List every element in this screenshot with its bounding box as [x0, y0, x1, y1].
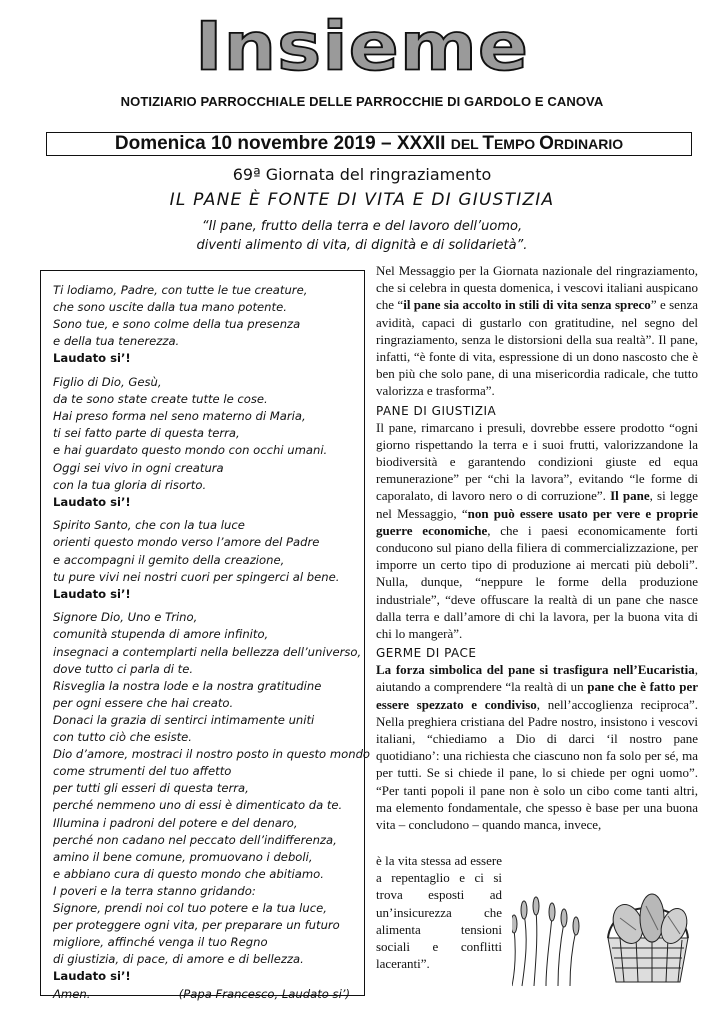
- newsletter-logo: Insieme: [194, 8, 530, 86]
- prayer-line: Figlio di Dio, Gesù,: [53, 375, 162, 389]
- prayer-line: di giustizia, di pace, di amore e di bellezza.: [53, 952, 304, 967]
- quote-line: diventi alimento di vita, di dignità e di solidarietà”.: [196, 238, 528, 253]
- article-paragraph: La forza simbolica del pane si trasfigura nell’Eucaristia, aiutando a comprendere “la realtà di un pane che è fatto per essere spezzato e condiviso, nell’accoglienza reciproca”. Nella preghiera cristiana del Padre nostro, insistono i vescovi italiani, “chiediamo a Dio di darci ‘il nostro pane quotidiano’: una richiesta che ciascuno non fa solo per sé, ma per tutti. Se si chiede il pane, lo si chiede per ogni uomo”. “Per tanti popoli il pane non è solo un cibo come tanti altri, ma elemento fondamentale, che spesso è base per una buona vita – concludono – quando manca, invece,: [376, 662, 699, 833]
- main-title: IL PANE È FONTE DI VITA E DI GIUSTIZIA: [169, 190, 555, 210]
- prayer-line: perché non cadano nel peccato dell’indifferenza,: [53, 832, 337, 847]
- prayer-line: Hai preso forma nel seno materno di Maria,: [53, 409, 306, 424]
- prayer-line: Signore, prendi noi col tuo potere e la tua luce,: [53, 901, 327, 915]
- prayer-line: tu pure vivi nei nostri cuori per spingerci al bene.: [53, 569, 340, 584]
- date-small-caps: DEL TEMPO ORDINARIO: [450, 133, 624, 154]
- prayer-line: dove tutto ci parla di te.: [53, 661, 194, 676]
- article-column: [376, 262, 698, 833]
- prayer-refrain: Laudato si’!: [53, 969, 131, 984]
- quote-line: “Il pane, frutto della terra e del lavoro dell’uomo,: [201, 219, 523, 234]
- prayer-line: per proteggere ogni vita, per preparare un futuro: [53, 918, 340, 933]
- newsletter-subtitle: NOTIZIARIO PARROCCHIALE DELLE PARROCCHIE DI GARDOLO E CANOVA: [120, 94, 604, 109]
- prayer-line: perché nemmeno uno di essi è dimenticato da te.: [53, 798, 343, 813]
- article-paragraph: Nel Messaggio per la Giornata nazionale del ringraziamento, che si celebra in questa domenica, i vescovi italiani auspicano che “il pane sia accolto in stili di vita senza spreco” e senza avidità, capaci di gustarlo con gratitudine, nel segno del ringraziamento, senza le distorsioni della sua realtà”. Il pane, infatti, “è fonte di vita, espressione di un dono nascosto che è ben più che solo pane, di una misericordia radicale, che tutto valorizza e trasforma”.: [376, 263, 698, 399]
- date-main: Domenica 10 novembre 2019 – XXXII: [114, 133, 446, 154]
- article-tail-paragraph: è la vita stessa ad essere a repentaglio e ci si trova esposti ad un’insicurezza che alimenta tensioni sociali e conflitti laceranti”.: [376, 853, 502, 972]
- prayer-line: Illumina i padroni del potere e del denaro,: [53, 815, 298, 830]
- masthead: [0, 8, 724, 88]
- prayer-refrain: Laudato si’!: [53, 351, 131, 366]
- section-heading: PANE DI GIUSTIZIA: [376, 403, 497, 418]
- prayer-line: da te sono state create tutte le cose.: [53, 392, 268, 407]
- prayer-line: e abbiano cura di questo mondo che abitiamo.: [53, 866, 324, 881]
- bread-basket-illustration: [512, 858, 698, 988]
- prayer-line: migliore, affinché venga il tuo Regno: [53, 935, 268, 950]
- prayer-line: per ogni essere che hai creato.: [53, 695, 234, 710]
- prayer-line: Signore Dio, Uno e Trino,: [53, 610, 198, 625]
- prayer-line: e hai guardato questo mondo con occhi umani.: [53, 443, 328, 458]
- article-paragraph: Il pane, rimarcano i presuli, dovrebbe essere prodotto “ogni giorno rispettando la terra e i suoi frutti, valorizzandone la biodiversità e garantendo condizioni giuste ed equa remunerazione” per “chi la lavora”, evitando “le forme di caporalato, di lavoro nero o di corruzione”. Il pane, si legge nel Messaggio, “non può essere usato per vere e proprie guerre economiche, che i paesi economicamente forti conducono sul piano della filiera di commercializzazione, per imporre un certo tipo di produzione ai mercati più deboli”. Nulla, dunque, “neppure le forme della produzione industriale”, “deve offuscare la realtà di un pane che nasce dalla terra e dall’amore di chi la lavora, per la buona vita di chi lo mangerà”.: [376, 419, 699, 642]
- prayer-line: I poveri e la terra stanno gridando:: [53, 883, 256, 898]
- prayer-line: e della tua tenerezza.: [53, 334, 180, 349]
- prayer-line: con la tua gloria di risorto.: [53, 477, 207, 492]
- prayer-signature: (Papa Francesco, Laudato si’): [178, 986, 350, 1001]
- prayer-box: [40, 270, 371, 1001]
- prayer-line: Oggi sei vivo in ogni creatura: [53, 460, 224, 475]
- prayer-line: comunità stupenda di amore infinito,: [53, 627, 269, 642]
- prayer-refrain: Laudato si’!: [53, 586, 131, 601]
- prayer-line: Donaci la grazia di sentirci intimamente uniti: [53, 712, 315, 727]
- prayer-refrain: Laudato si’!: [53, 494, 131, 509]
- prayer-line: per tutti gli esseri di questa terra,: [53, 781, 249, 796]
- prayer-line: insegnaci a contemplarti nella bellezza dell’universo,: [53, 644, 362, 659]
- prayer-line: orienti questo mondo verso l’amore del Padre: [53, 535, 320, 550]
- prayer-line: come strumenti del tuo affetto: [53, 764, 232, 779]
- giornata-heading: 69ª Giornata del ringraziamento: [232, 165, 492, 184]
- date-banner: [46, 132, 692, 156]
- section-heading: GERME DI PACE: [376, 646, 477, 661]
- prayer-line: che sono uscite dalla tua mano potente.: [53, 300, 287, 315]
- prayer-line: Sono tue, e sono colme della tua presenza: [53, 317, 301, 332]
- prayer-line: Spirito Santo, che con la tua luce: [53, 518, 245, 533]
- prayer-line: e accompagni il gemito della creazione,: [53, 552, 285, 567]
- prayer-line: ti sei fatto parte di questa terra,: [53, 426, 240, 441]
- prayer-line: Risveglia la nostra lode e la nostra gratitudine: [53, 678, 322, 693]
- prayer-line: amino il bene comune, promuovano i deboli,: [53, 849, 313, 864]
- prayer-line: con tutto ciò che esiste.: [53, 730, 192, 744]
- prayer-line: Dio d’amore, mostraci il nostro posto in questo mondo: [53, 747, 371, 762]
- prayer-line: Ti lodiamo, Padre, con tutte le tue creature,: [53, 283, 308, 297]
- prayer-line: Amen.: [53, 986, 91, 1001]
